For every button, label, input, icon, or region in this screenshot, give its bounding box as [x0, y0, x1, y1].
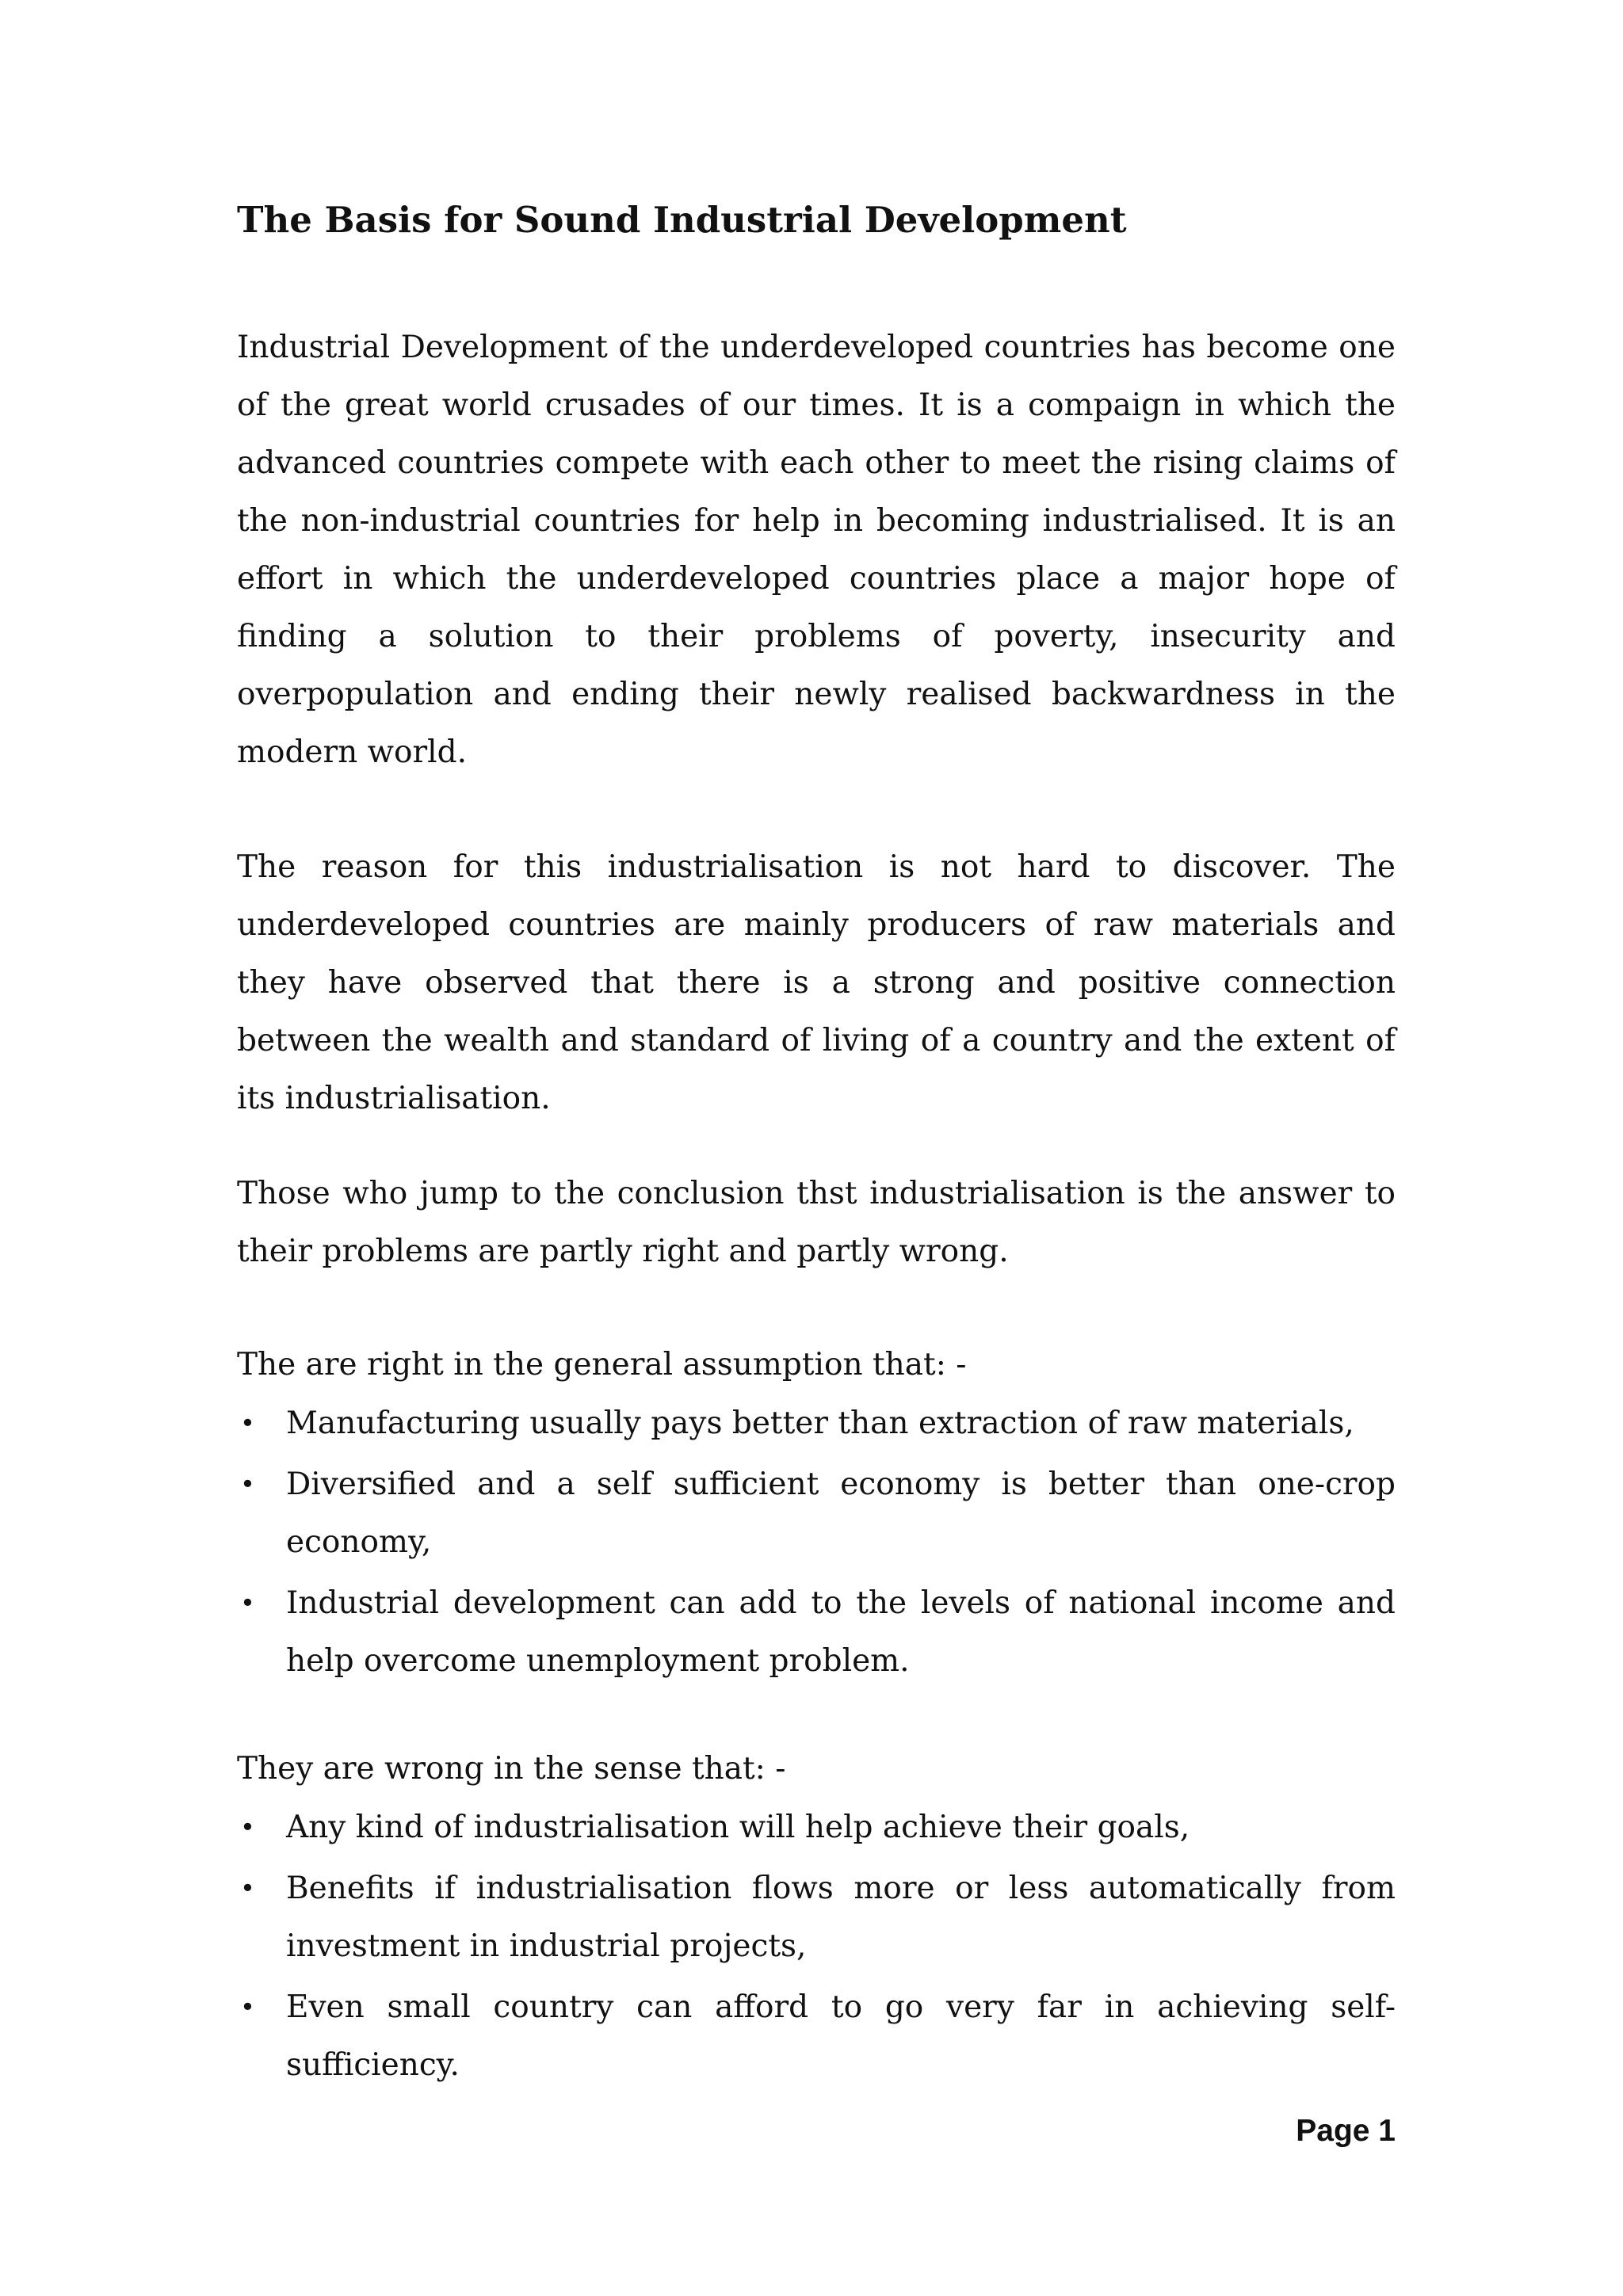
right-assumption-intro: The are right in the general assumption that: -	[237, 1347, 967, 1383]
list-item	[237, 1394, 1396, 1452]
bullet-icon: •	[240, 1812, 255, 1842]
right-assumption-list	[237, 1394, 1396, 1693]
list-item-text: Manufacturing usually pays better than extraction of raw materials,	[286, 1405, 1354, 1441]
list-item-text: Industrial development can add to the levels of national income and help overcome unemployment problem.	[286, 1585, 1396, 1679]
list-item	[237, 1455, 1396, 1571]
document-title: The Basis for Sound Industrial Development	[237, 199, 1127, 241]
bullet-icon: •	[240, 1408, 255, 1438]
list-item-text: Any kind of industrialisation will help achieve their goals,	[286, 1810, 1190, 1845]
bullet-icon: •	[240, 1873, 255, 1903]
paragraph-reason: The reason for this industrialisation is not hard to discover. The underdeveloped countries are mainly producers of raw materials and they have observed that there is a strong and positive connection between the wealth and standard of living of a country and the extent of its industrialisation.	[237, 849, 1396, 1116]
paragraph-conclusion: Those who jump to the conclusion thst industrialisation is the answer to their problems are partly right and partly wrong.	[237, 1176, 1396, 1269]
bullet-icon: •	[240, 1992, 255, 2022]
wrong-sense-intro: They are wrong in the sense that: -	[237, 1751, 786, 1787]
list-item-text: Benefits if industrialisation flows more or less automatically from investment in industrial projects,	[286, 1871, 1396, 1964]
list-item	[237, 1798, 1396, 1856]
paragraph-intro: Industrial Development of the underdeveloped countries has become one of the great world crusades of our times. It is a compaign in which the advanced countries compete with each other to meet the rising claims of the non-industrial countries for help in becoming industrialised. It is an effort in which the underdeveloped countries place a major hope of finding a solution to their problems of poverty, insecurity and overpopulation and ending their newly realised backwardness in the modern world.	[237, 330, 1396, 770]
bullet-icon: •	[240, 1588, 255, 1618]
page-number: Page 1	[1296, 2114, 1396, 2148]
document-page	[237, 0, 1396, 2296]
list-item	[237, 1574, 1396, 1690]
bullet-icon: •	[240, 1469, 255, 1499]
list-item	[237, 1978, 1396, 2094]
wrong-sense-list	[237, 1798, 1396, 2097]
list-item	[237, 1859, 1396, 1975]
list-item-text: Even small country can afford to go very far in achieving self-sufficiency.	[286, 1989, 1396, 2083]
list-item-text: Diversified and a self sufficient economy is better than one-crop economy,	[286, 1466, 1396, 1560]
